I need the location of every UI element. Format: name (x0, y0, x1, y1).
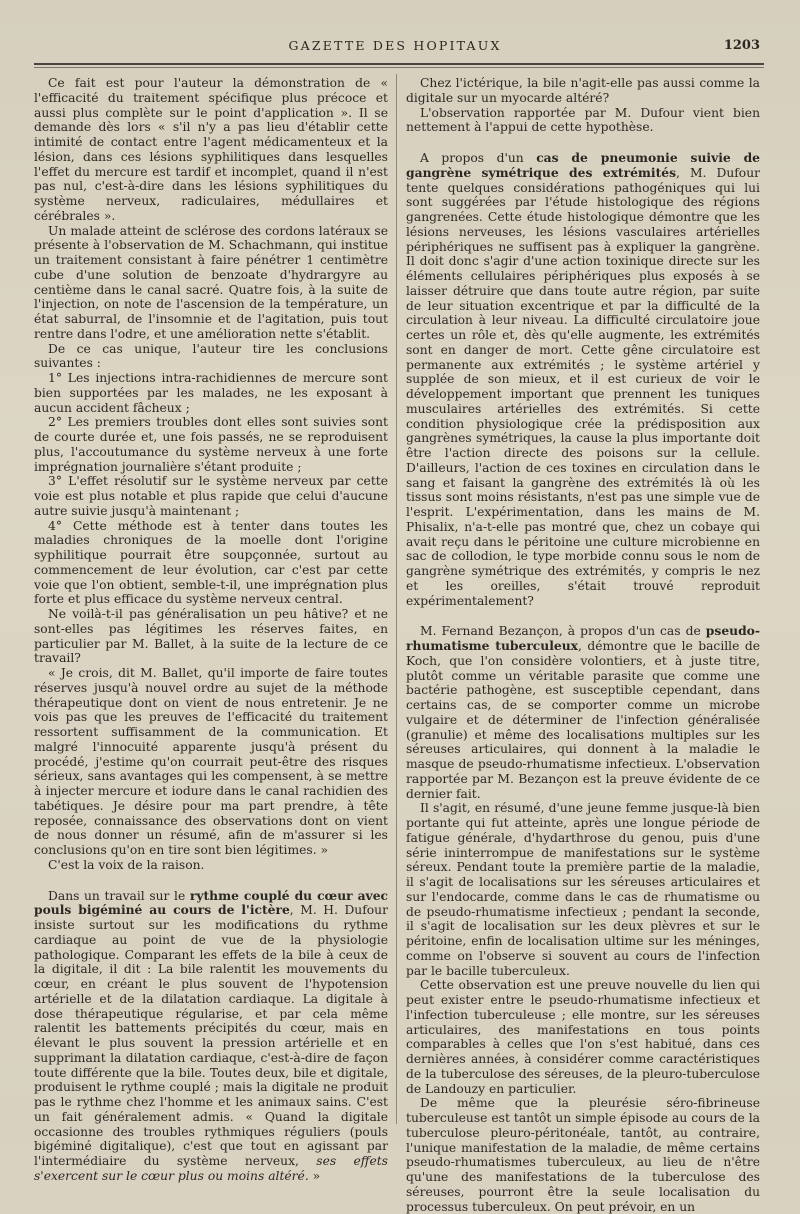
conclusion-item: 1° Les injections intra-rachidiennes de mercure sont bien supportées par les malades, ne les exposant à aucun accident fâcheux ; (34, 371, 388, 415)
conclusion-item: 4° Cette méthode est à tenter dans toutes les maladies chroniques de la moelle dont l'origine syphilitique pourrait être soupçonnée, surtout au commencement de leur évolution, car c'est par cette voie que l'on obtient, semble-t-il, une imprégnation plus forte et plus efficace du système nerveux central. (34, 518, 388, 607)
topic-heading: cas de pneumonie suivie de gangrène symétrique des extrémités (406, 150, 760, 180)
quote-paragraph: « Je crois, dit M. Ballet, qu'il importe de faire toutes réserves jusqu'à nouvel ordre au sujet de la méthode thérapeutique dont on vient de nous entretenir. Je ne vois pas que les preuves de l'efficacité du traitement ressortent suffisamment de la communication. Et malgré l'innocuité apparente jusqu'à présent du procédé, j'estime qu'on courrait peut-être des risques sérieux, sans avantages qui les compensent, à se mettre à injecter mercure et iodure dans le canal rachidien des tabétiques. Je désire pour ma part prendre, à tête reposée, connaissance des observations dont on vient de nous donner un résumé, afin de m'assurer si les conclusions qu'on en tire sont bien légitimes. » (34, 666, 388, 857)
page-number: 1203 (723, 38, 760, 53)
paragraph: Ce fait est pour l'auteur la démonstration de « l'efficacité du traitement spécifique plus précoce et aussi plus complète sur le point d'application ». Il se demande dès lors « s'il n'y a pas lieu d'établir cette intimité de contact entre l'agent médicamenteux et la lésion, dans ces lésions syphilitiques dans lesquelles l'effet du mercure est tardif et incomplet, quand il n'est pas nul, c'est-à-dire dans les lésions syphilitiques du système nerveux, radiculaires, médullaires et cérébrales ». (34, 76, 388, 223)
paragraph-pseudo-rhumatisme (406, 624, 760, 801)
left-column (34, 76, 388, 1184)
running-head (30, 38, 760, 58)
header-rule-thin (34, 67, 764, 68)
right-column (406, 76, 760, 1214)
text-run: A propos d'un (420, 151, 537, 165)
text-run: , M. H. Dufour insiste surtout sur les modifications du rythme cardiaque au point de vue de la physiologie pathologique. Comparant les effets de la bile à ceux de la digitale, il dit : La bile ralentit les mouvements du cœur, en créant le plus souvent de l'hypotension artérielle et de la dilatation cardiaque. La digitale à dose thérapeutique régularise, et par cela même ralentit les battements précipités du cœur, mais en élevant le plus souvent la pression artérielle et en supprimant la dilatation cardiaque, c'est-à-dire de façon toute différente que la bile. Toutes deux, bile et digitale, produisent le rythme couplé ; mais la digitale ne produit pas le rythme chez l'homme et les animaux sains. C'est un fait généralement admis. « Quand la digitale occasionne des troubles rythmiques réguliers (pouls bigéminé digitalique), c'est que tout en agissant par l'intermédiaire du système nerveux, (34, 903, 388, 1168)
text-run: Dans un travail sur le (48, 888, 190, 903)
paragraph-rythme-couple (34, 889, 388, 1184)
topic-heading: pseudo-rhumatisme tuberculeux (406, 623, 760, 653)
text-run: , M. Dufour tente quelques considérations pathogéniques qui lui sont suggérées par l'étude histologique des régions gangrenées. Cette étude histologique démontre que les lésions nerveuses, les lésions vasculaires artérielles périphériques ne suffisent pas à expliquer la gangrène. Il doit donc s'agir d'une action toxinique directe sur les éléments cellulaires périphériques plus exposés à se laisser détruire que dans toute autre région, par suite de leur situation excentrique et par la difficulté de la circulation à leur niveau. La difficulté circulatoire joue certes un rôle et, dès qu'elle augmente, les extrémités sont en danger de mort. Cette gêne circulatoire est permanente aux extrémités ; le système artériel y supplée de son mieux, et il est curieux de voir le développement important que prennent les tuniques musculaires artérielles des extrémités. Si cette condition physiologique crée la prédisposition aux gangrènes symétriques, la cause la plus importante doit être l'action directe des poisons sur la cellule. D'ailleurs, l'action de ces toxines en circulation dans le sang et faisant la gangrène des extrémités là où les tissus sont moins résistants, n'est pas une simple vue de l'esprit. L'expérimentation, dans les mains de M. Phisalix, n'a-t-elle pas montré que, chez un cobaye qui avait reçu dans le péritoine une culture microbienne en sac de collodion, le type morbide connu sous le nom de gangrène symétrique des extrémités, y compris le nez et les oreilles, s'était trouvé reproduit expérimentalement? (406, 165, 761, 608)
paragraph: De ce cas unique, l'auteur tire les conclusions suivantes : (34, 341, 388, 371)
paragraph: Chez l'ictérique, la bile n'agit-elle pas aussi comme la digitale sur un myocarde altéré? (406, 76, 760, 105)
paragraph: Cette observation est une preuve nouvelle du lien qui peut exister entre le pseudo-rhumatisme infectieux et l'infection tuberculeuse ; elle montre, sur les séreuses articulaires, des manifestations en tous points comparables à celles que l'on s'est habitué, dans ces dernières années, à considérer comme caractéristiques de la tuberculose des séreuses, de la pleuro-tuberculose de Landouzy en particulier. (406, 978, 760, 1096)
text-run: M. Fernand Bezançon, à propos d'un cas de (420, 624, 706, 639)
topic-heading: rythme couplé du cœur avec pouls bigéminé au cours de l'ictère (34, 887, 389, 918)
paragraph: De même que la pleurésie séro-fibrineuse tuberculeuse est tantôt un simple épisode au cours de la tuberculose pleuro-péritonéale, tantôt, au contraire, l'unique manifestation de la maladie, de même certains pseudo-rhumatismes tuberculeux, au lieu de n'être qu'une des manifestations de la tuberculose des séreuses, pourront être la seule localisation du processus tuberculeux. On peut prévoir, en un (406, 1096, 760, 1214)
paragraph: C'est la voix de la raison. (48, 857, 205, 872)
conclusion-item: 3° L'effet résolutif sur le système nerveux par cette voie est plus notable et plus rapide que celui d'aucune autre suivie jusqu'à maintenant ; (34, 474, 388, 518)
running-title: GAZETTE DES HOPITAUX (288, 38, 502, 53)
paragraph: Ne voilà-t-il pas généralisation un peu hâtive? et ne sont-elles pas légitimes les réserves faites, en particulier par M. Ballet, à la suite de la lecture de ce travail? (34, 607, 388, 666)
column-divider (396, 74, 397, 1124)
conclusion-item: 2° Les premiers troubles dont elles sont suivies sont de courte durée et, une fois passés, ne se reproduisent plus, l'accoutumance du système nerveux à une forte imprégnation journalière s'étant produite ; (34, 415, 388, 474)
paragraph: L'observation rapportée par M. Dufour vient bien nettement à l'appui de cette hypothèse. (406, 105, 760, 135)
text-run: » (308, 1168, 321, 1183)
paragraph: Il s'agit, en résumé, d'une jeune femme jusque-là bien portante qui fut atteinte, après une longue période de fatigue générale, d'hydarthrose du genou, puis d'une série ininterrompue de manifestations sur le système séreux. Pendant toute la première partie de la maladie, il s'agit de localisations sur les séreuses articulaires et sur l'endocarde, comme dans le cas de rhumatisme ou de pseudo-rhumatisme infectieux ; pendant la seconde, il s'agit de localisation sur les deux plèvres et sur le péritoine, enfin de localisation ultime sur les méninges, comme on l'observe si souvent au cours de l'infection par le bacille tuberculeux. (406, 801, 760, 978)
italic-quote: ses effets s'exercent sur le cœur plus ou moins altéré. (34, 1154, 388, 1183)
paragraph: Un malade atteint de sclérose des cordons latéraux se présente à l'observation de M. Schachmann, qui institue un traitement consistant à faire pénétrer 1 centimètre cube d'une solution de benzoate d'hydrargyre au centième dans le canal sacré. Quatre fois, à la suite de l'injection, on note de l'ascension de la température, un état saburral, de l'insomnie et de l'agitation, puis tout rentre dans l'odre, et une amélioration nette s'établit. (34, 223, 388, 341)
paragraph-gangrene (406, 151, 760, 608)
text-run: , démontre que le bacille de Koch, que l'on considère volontiers, et à juste titre, plutôt comme un véritable parasite que comme une bactérie pathogène, est susceptible cependant, dans certains cas, de se comporter comme un microbe vulgaire et de déterminer de l'infection généralisée (granulie) et même des localisations multiples sur les séreuses articulaires, qui donnent à la maladie le masque de pseudo-rhumatisme infectieux. L'observation rapportée par M. Bezançon est la preuve évidente de ce dernier fait. (406, 639, 760, 801)
header-rule (34, 63, 764, 65)
